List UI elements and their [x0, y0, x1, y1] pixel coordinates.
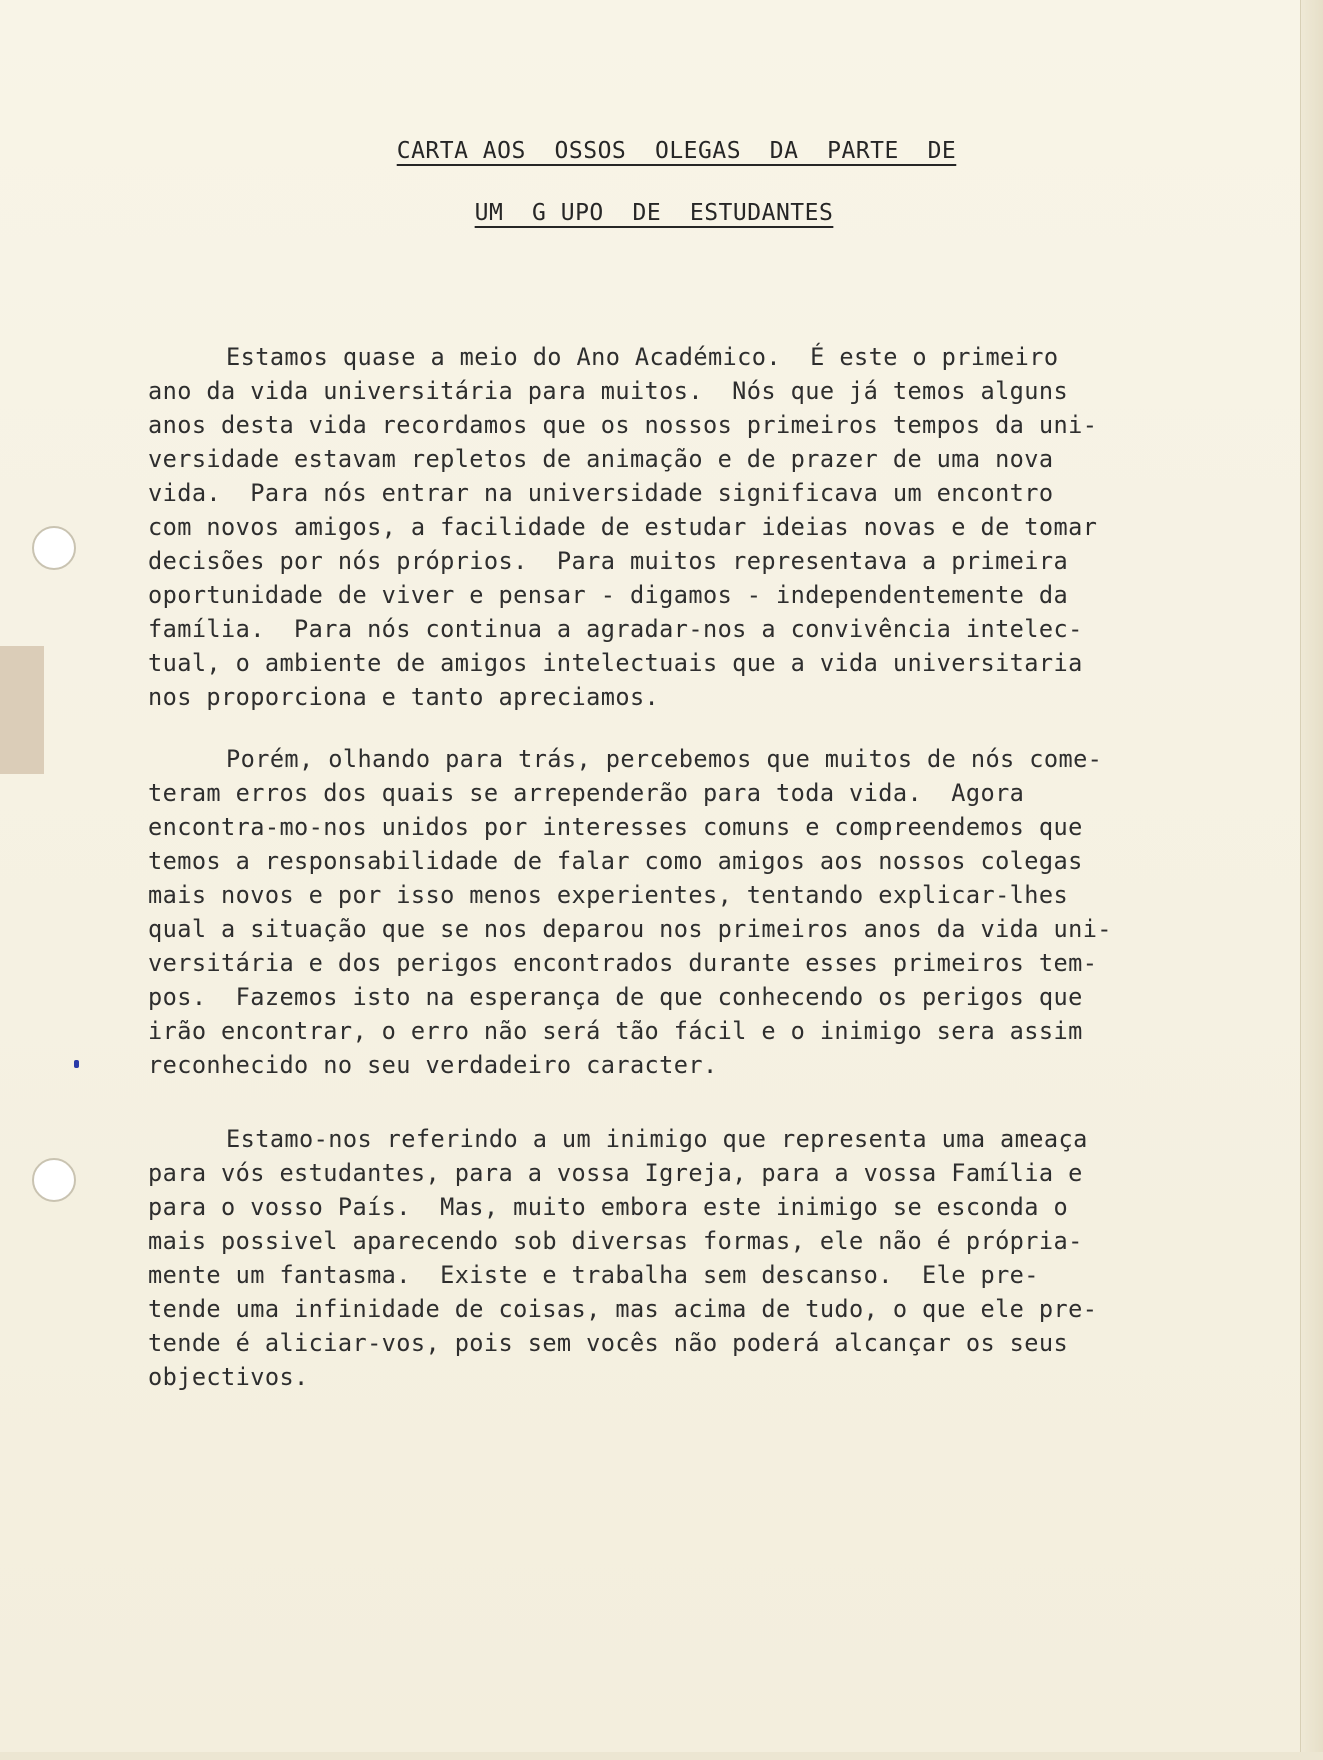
document-title: [0, 138, 1323, 226]
text-line: reconhecido no seu verdadeiro caracter.: [148, 1051, 718, 1079]
text-line: mente um fantasma. Existe e trabalha sem descanso. Ele pre-: [148, 1261, 1039, 1289]
text-line: encontra-mo-nos unidos por interesses comuns e compreendemos que: [148, 813, 1083, 841]
paper-stain: [0, 646, 44, 774]
text-line: Estamo-nos referindo a um inimigo que representa uma ameaça: [226, 1125, 1088, 1153]
text-line: irão encontrar, o erro não será tão fácil e o inimigo sera assim: [148, 1017, 1083, 1045]
text-line: versidade estavam repletos de animação e de prazer de uma nova: [148, 445, 1054, 473]
text-line: para vós estudantes, para a vossa Igreja, para a vossa Família e: [148, 1159, 1083, 1187]
punch-hole: [32, 1158, 76, 1202]
text-line: oportunidade de viver e pensar - digamos - independentemente da: [148, 581, 1069, 609]
paragraph: [148, 340, 1240, 714]
text-line: mais possivel aparecendo sob diversas formas, ele não é própria-: [148, 1227, 1083, 1255]
text-line: qual a situação que se nos deparou nos primeiros anos da vida uni-: [148, 915, 1112, 943]
text-line: teram erros dos quais se arrependerão para toda vida. Agora: [148, 779, 1025, 807]
text-line: com novos amigos, a facilidade de estudar ideias novas e de tomar: [148, 513, 1098, 541]
title-line: UM G UPO DE ESTUDANTES: [474, 200, 834, 226]
paragraph: [148, 1122, 1240, 1394]
text-line: ano da vida universitária para muitos. Nós que já temos alguns: [148, 377, 1069, 405]
text-line: tual, o ambiente de amigos intelectuais que a vida universitaria: [148, 649, 1083, 677]
text-line: decisões por nós próprios. Para muitos representava a primeira: [148, 547, 1069, 575]
punch-hole: [32, 526, 76, 570]
text-line: tende uma infinidade de coisas, mas acima de tudo, o que ele pre-: [148, 1295, 1098, 1323]
text-line: Estamos quase a meio do Ano Académico. É este o primeiro: [226, 343, 1059, 371]
text-line: Porém, olhando para trás, percebemos que muitos de nós come-: [226, 745, 1103, 773]
paragraph: [148, 742, 1240, 1082]
text-line: pos. Fazemos isto na esperança de que conhecendo os perigos que: [148, 983, 1083, 1011]
text-line: para o vosso País. Mas, muito embora este inimigo se esconda o: [148, 1193, 1069, 1221]
page-edge: [1300, 0, 1323, 1760]
title-line: CARTA AOS OSSOS OLEGAS DA PARTE DE: [396, 138, 957, 164]
text-line: tende é aliciar-vos, pois sem vocês não poderá alcançar os seus: [148, 1329, 1069, 1357]
text-line: objectivos.: [148, 1363, 309, 1391]
text-line: vida. Para nós entrar na universidade significava um encontro: [148, 479, 1054, 507]
text-line: família. Para nós continua a agradar-nos a convivência intelec-: [148, 615, 1083, 643]
page-bottom-edge: [0, 1752, 1323, 1760]
text-line: anos desta vida recordamos que os nossos primeiros tempos da uni-: [148, 411, 1098, 439]
text-line: nos proporciona e tanto apreciamos.: [148, 683, 660, 711]
text-line: versitária e dos perigos encontrados durante esses primeiros tem-: [148, 949, 1098, 977]
ink-mark: [74, 1060, 79, 1068]
text-line: mais novos e por isso menos experientes, tentando explicar-lhes: [148, 881, 1069, 909]
text-line: temos a responsabilidade de falar como amigos aos nossos colegas: [148, 847, 1083, 875]
